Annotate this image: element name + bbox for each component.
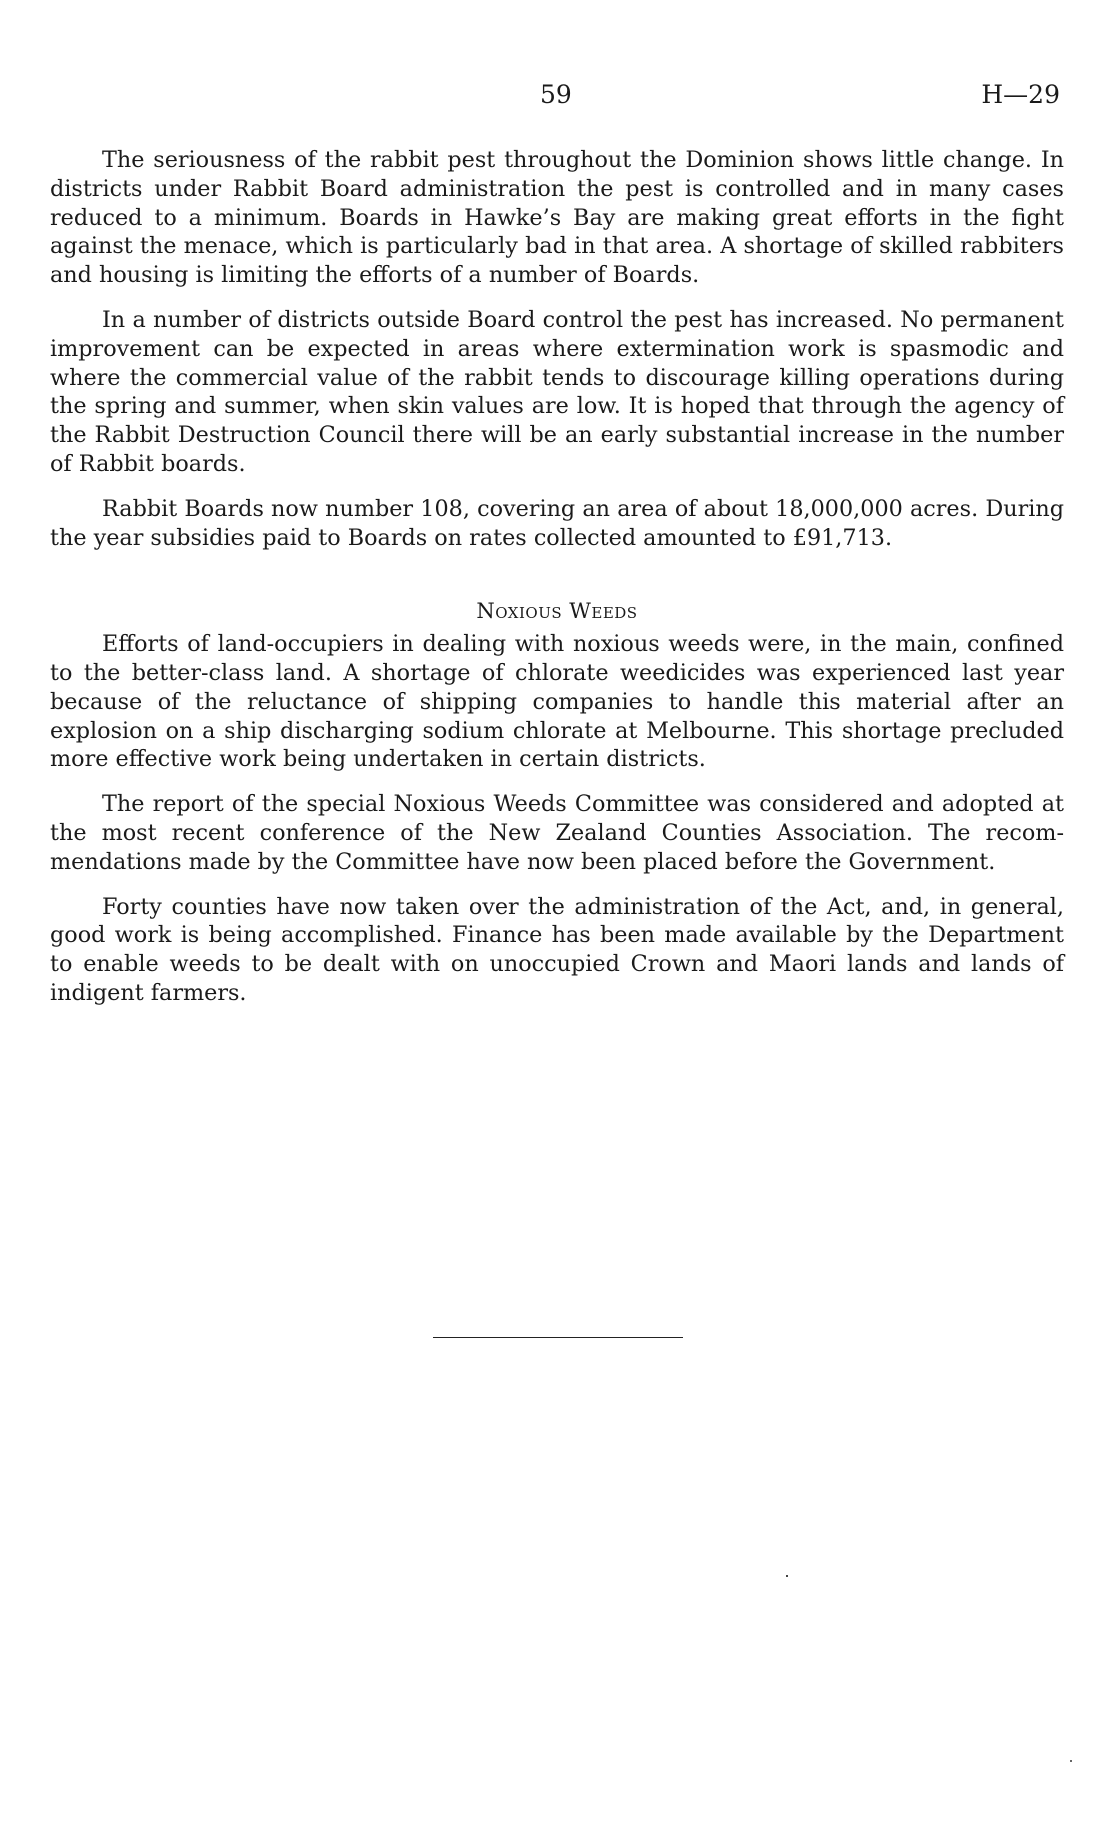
page-number: 59 [540,80,572,109]
paragraph-districts-outside-board-control: In a number of districts outside Board control the pest has increased. No permanent improvement can be expected in areas where extermination work is spasmodic and where the commercial value of the rabbit tends to discourage killing operations during the spring and summer, when skin values are low. It is hoped that through the agency of the Rabbit Destruction Council there will be an early substantial increase in the number of Rabbit boards. [50,306,1064,477]
paragraph-committee-report: The report of the special Noxious Weeds Committee was considered and adopted at the most recent conference of the New Zealand Counties Association. The recommendations made by the Committee have now been placed before the Government. [50,791,1064,875]
paragraph-rabbit-boards-number: Rabbit Boards now number 108, covering an area of about 18,000,000 acres. During the year subsidies paid to Boards on rates collected amounted to £91,713. [50,495,1064,551]
paragraph-rabbit-pest-seriousness: The seriousness of the rabbit pest throughout the Dominion shows little change. In districts under Rabbit Board administration the pest is controlled and in many cases reduced to a minimum. Boards in Hawke’s Bay are making great efforts in the fight against the menace, which is particularly bad in that area. A shortage of skilled rabbiters and housing is limiting the efforts of a number of Boards. [50,147,1064,289]
page-body [50,146,1064,1024]
paragraph-weed-efforts: Efforts of land-occupiers in dealing with noxious weeds were, in the main, confined to the better-class land. A shortage of chlorate weedicides was experienced last year because of the reluctance of shipping companies to handle this material after an explosion on a ship discharging sodium chlorate at Melbourne. This shortage precluded more effective work being undertaken in certain districts. [50,631,1064,773]
document-code: H—29 [981,80,1060,109]
scan-speck [786,1575,788,1577]
section-end-rule [433,1337,683,1338]
scan-speck [1070,1760,1072,1762]
paragraph-counties-administration: Forty counties have now taken over the administration of the Act, and, in general, good work is being accomplished. Finance has been made available by the Department to enable weeds to be dealt with on unoccupied Crown and Maori lands and lands of indigent farmers. [50,893,1064,1006]
section-heading-noxious-weeds: Noxious Weeds [476,599,638,624]
